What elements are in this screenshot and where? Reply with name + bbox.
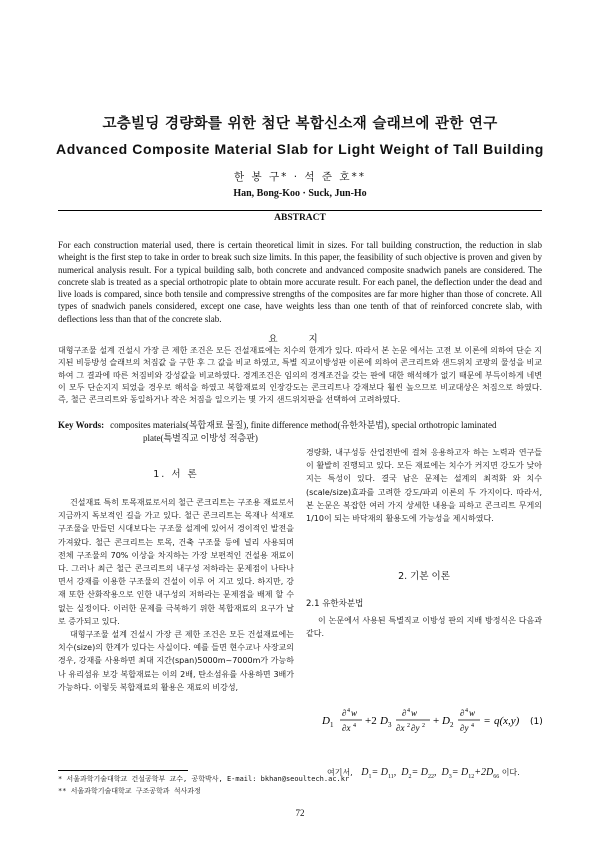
footnote-rule — [58, 770, 188, 771]
svg-text:+: + — [433, 715, 440, 727]
title-english: Advanced Composite Material Slab for Light Weight of Tall Building — [56, 141, 544, 157]
svg-text:1: 1 — [330, 721, 334, 729]
svg-text:4: 4 — [471, 723, 474, 729]
authors-korean: 한 봉 구* · 석 준 호** — [234, 171, 366, 183]
section-1-heading: 1. 서 론 — [153, 469, 199, 480]
svg-text:D: D — [322, 715, 330, 727]
svg-text:2: 2 — [450, 721, 454, 729]
where-definitions: $D_1= D_{11}$, $D_2= D_{22}$, $D_3= D_{12}+2D_{66}$ 이다. — [361, 767, 520, 780]
svg-text:q(x,y): q(x,y) — [494, 715, 520, 727]
section-2-heading: 2. 기본 이론 — [398, 571, 450, 582]
svg-text:∂: ∂ — [342, 708, 347, 718]
page-number: 72 — [295, 808, 305, 818]
svg-text:2: 2 — [422, 723, 425, 729]
svg-text:w: w — [411, 708, 418, 718]
title-korean: 고층빌딩 경량화를 위한 첨단 복합신소재 슬래브에 관한 연구 — [102, 116, 498, 132]
right-column-paragraph: 경량화, 내구성등 산업전반에 걸쳐 응용하고자 하는 노력과 연구들이 활발히 진행되고 있다. 모든 재료에는 치수가 커지면 강도가 낮아지는 특성이 있다. 결국 남은 문제는 설계의 최적화 와 치수(scale/size)효과를 고려한 강도/파괴 이론의 두 가지이다. 따라서, 본 논문은 복잡한 여러 가지 상세한 내용을 피하고 콘크리트 무게의 1/10이 되는 바닥재의 활용도에 가능성을 제시하였다. — [306, 448, 542, 524]
keywords-line2: plate(특별직교 이방성 적층판) — [143, 433, 258, 443]
svg-text:4: 4 — [465, 708, 468, 714]
svg-text:4: 4 — [407, 708, 410, 714]
section-2-1-text — [306, 614, 542, 640]
where-label: 여기서, — [327, 768, 353, 777]
svg-text:w: w — [469, 708, 476, 718]
footnote-1: * 서울과학기술대학교 건설공학부 교수, 공학박사, E-mail: bkhan@seoultech.ac.kr — [58, 775, 350, 783]
section-2-1-heading: 2.1 유한차분법 — [306, 599, 364, 609]
svg-text:2: 2 — [407, 723, 410, 729]
svg-text:=: = — [484, 715, 491, 727]
abstract-rule — [58, 210, 542, 211]
svg-text:D: D — [380, 715, 388, 727]
section-1-paragraph-1-text: 건설재료 특히 토목재료로서의 철근 콘크리트는 구조용 재료로서 지금까지 독보적인 길을 가고 있다. 철근 콘크리트는 목재나 석재로 구조물을 만들던 시대보다는 구조물 설계에 있어서 경이적인 발전을 가져왔다. 철근 콘크리트는 토목, 건축 구조물 등에 널리 사용되며 전체 구조물의 70% 이상을 차지하는 가장 보편적인 건설용 재료이다. 그러나 최근 철근 콘크리트의 내구성 저하라는 문제점이 나타나면서 강재를 이용한 구조물의 건설이 이루 어 지고 있다. 하지만, 강재 또한 산화작용으로 인한 내구성의 저하라는 문제점을 배제 할 수 없는 실정이다. 이러한 문제를 극복하기 위한 복합재료의 요구가 날로 증가되고 있다. — [58, 498, 294, 626]
svg-text:∂y: ∂y — [460, 723, 469, 733]
svg-text:∂: ∂ — [402, 708, 407, 718]
svg-text:D: D — [442, 715, 450, 727]
authors-english: Han, Bong-Koo · Suck, Jun-Ho — [233, 188, 367, 199]
svg-text:4: 4 — [353, 723, 356, 729]
keywords-line1: composites materials(복합재료 물질), finite difference method(유한차분법), special orthotropic laminated — [110, 420, 497, 430]
svg-text:+2: +2 — [365, 715, 377, 727]
section-1-paragraph-2-text: 대형구조물 설계 건설시 가장 큰 제한 조건은 모든 건설재료에는 치수(size)의 한계가 있다는 사실이다. 예를 들면 현수교나 사장교의 경우, 강재를 사용하면 최대 지간(span)5000m~7000m가 가능하나 유리섬유 보강 복합재료는 이의 2배, 탄소섬유를 사용하면 3배가 가능하다. 이렇듯 복합재료의 활용은 재료의 비강성, — [58, 630, 294, 692]
korean-abstract-text: 대형구조물 설계 건설시 가장 큰 제한 조건은 모든 건설재료에는 치수의 한계가 있다. 따라서 본 논문 에서는 고전 보 이론에 의하여 단순 지지된 비등방성 슬래브의 처짐값 을 구한 후 그 값을 비교 하였고, 특별 직교이방성판 이론에 의하여 콘크리트와 샌드위치 코팡의 물성을 비교하여 그 결과에 따른 처짐비와 강성값을 비교하였다. 경계조건은 임의의 경계조건을 갖는 판에 대한 해석해가 없기 때문에 부득이하게 네변이 모두 단순지지 되었을 경우로 해석을 하였고 복합재료의 인장강도는 콘크리트나 강재보다 훨씬 높으므로 비교대상은 처짐으로 하였다. 즉, 철근 콘크리트와 동일하거나 작은 처짐을 일으키는 몇 가지 샌드위치판을 선택하여 고려하였다. — [58, 346, 542, 405]
abstract-heading: ABSTRACT — [274, 213, 326, 223]
svg-text:∂: ∂ — [460, 708, 465, 718]
keywords-label: Key Words: — [58, 420, 105, 430]
svg-text:w: w — [351, 708, 358, 718]
equation-number: (1) — [530, 717, 543, 727]
svg-text:∂x: ∂x — [342, 723, 351, 733]
svg-text:∂y: ∂y — [411, 723, 420, 733]
korean-abstract-heading: 요 지 — [268, 334, 332, 345]
svg-text:4: 4 — [347, 708, 350, 714]
governing-equation — [318, 700, 548, 740]
abstract-text: For each construction material used, there is certain theoretical limit in sizes. For tall building construction, the reduction in slab wheight is the first step to take in order to break such size limits. In this paper, the feasibility of such objective is proven and given by numerical analysis result. For a typical building salb, both concrete and andvanced composite snadwich panels are considered. The concrete slab is treated as a special orthotropic plate to obtain more accurate result. For each panel, the deflection under the dead and live loads is compared, since both tensile and compressive strengths of the composites are far more higher than those of concrete. All types of snadwich panels considered, except one case, have weights less than one tenth of that of reinforced concrete slab, with deflections less than that of the concrete slab. — [58, 240, 542, 324]
section-2-1-text-body: 이 논문에서 사용된 특별직교 이방성 판의 지배 방정식은 다음과 같다. — [306, 616, 542, 639]
keywords — [58, 419, 542, 445]
footnote-2: ** 서울과학기술대학교 구조공학과 석사과정 — [58, 787, 201, 795]
svg-text:3: 3 — [388, 721, 392, 729]
section-1-paragraph-1 — [58, 496, 294, 694]
svg-text:∂x: ∂x — [396, 723, 405, 733]
